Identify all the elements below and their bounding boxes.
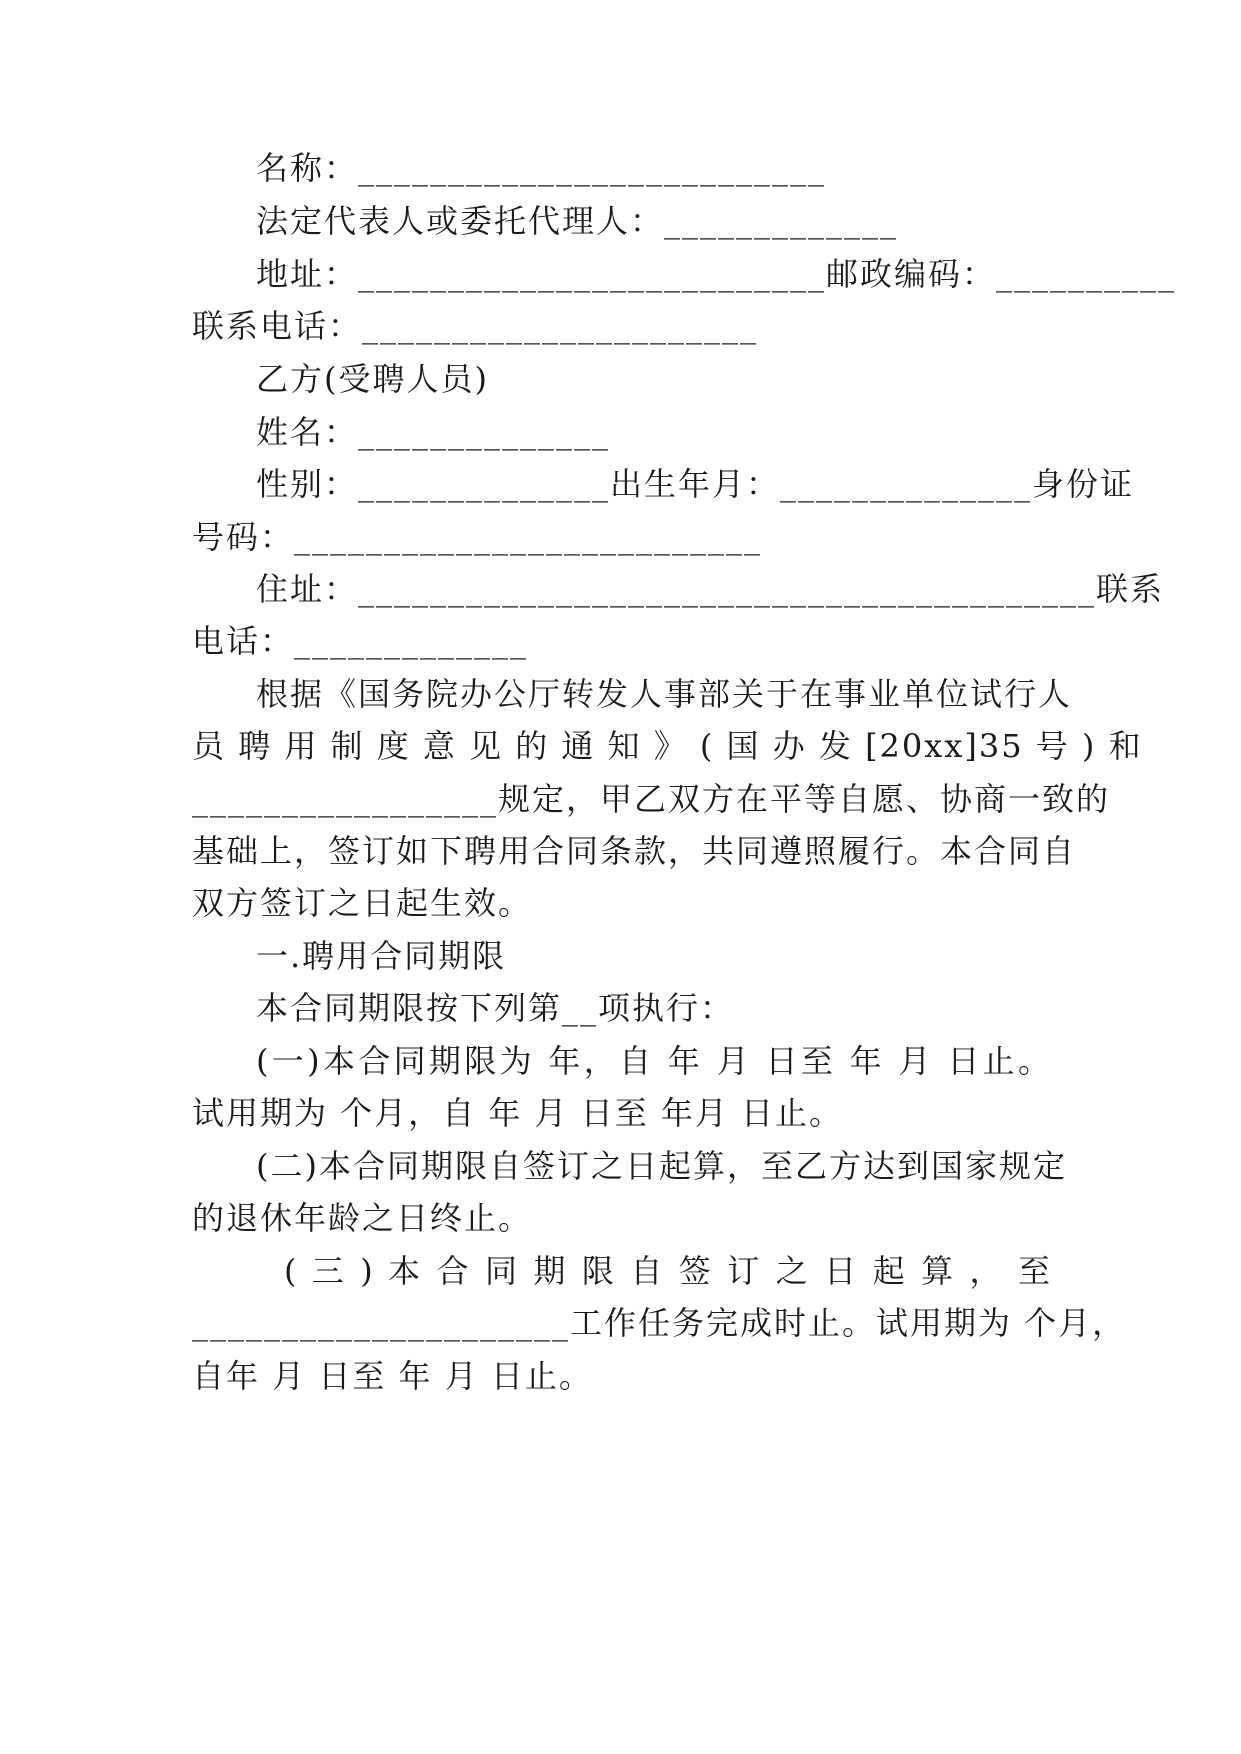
party-b-heading: 乙方(受聘人员): [256, 360, 489, 398]
option-3-line-1: ( 三 ) 本 合 同 期 限 自 签 订 之 日 起 算 ， 至: [284, 1252, 1052, 1290]
party-a-representative-line: 法定代表人或委托代理人：_____________: [256, 202, 899, 240]
basis-paragraph-line-4: 基础上，签订如下聘用合同条款，共同遵照履行。本合同自: [192, 832, 1077, 870]
party-b-address-line: 住址：_________________________________________联系: [256, 570, 1165, 608]
party-a-phone-line: 联系电话：______________________: [192, 307, 759, 345]
option-2-line-1: (二)本合同期限自签订之日起算，至乙方达到国家规定: [256, 1147, 1067, 1185]
party-a-name-line: 名称：__________________________: [256, 149, 827, 187]
term-option-line: 本合同期限按下列第__项执行：: [256, 989, 735, 1027]
party-b-phone-line: 电话：_____________: [192, 622, 529, 660]
option-3-line-3: 自年 月 日至 年 月 日止。: [192, 1357, 593, 1395]
party-b-name-line: 姓名：______________: [256, 413, 611, 451]
option-3-line-2: _____________________工作任务完成时止。试用期为 个月，: [192, 1304, 1127, 1342]
option-2-line-2: 的退休年龄之日终止。: [192, 1199, 533, 1237]
basis-paragraph-line-1: 根据《国务院办公厅转发人事部关于在事业单位试行人: [256, 675, 1073, 713]
party-b-gender-birth-line: 性别：______________出生年月：______________身份证: [256, 465, 1135, 503]
party-b-id-line: 号码：__________________________: [192, 518, 763, 556]
basis-paragraph-line-3: _________________规定，甲乙双方在平等自愿、协商一致的: [192, 780, 1111, 818]
option-1-line-1: (一)本合同期限为 年，自 年 月 日至 年 月 日止。: [256, 1042, 1052, 1080]
option-1-line-2: 试用期为 个月，自 年 月 日至 年月 日止。: [192, 1094, 844, 1132]
basis-paragraph-line-2: 员 聘 用 制 度 意 见 的 通 知 》 ( 国 办 发 [20xx]35 号 ) 和: [192, 727, 1143, 765]
party-a-address-line: 地址：__________________________邮政编码：__________: [256, 255, 1177, 293]
basis-paragraph-line-5: 双方签订之日起生效。: [192, 884, 533, 922]
section-1-heading: 一.聘用合同期限: [256, 937, 507, 975]
